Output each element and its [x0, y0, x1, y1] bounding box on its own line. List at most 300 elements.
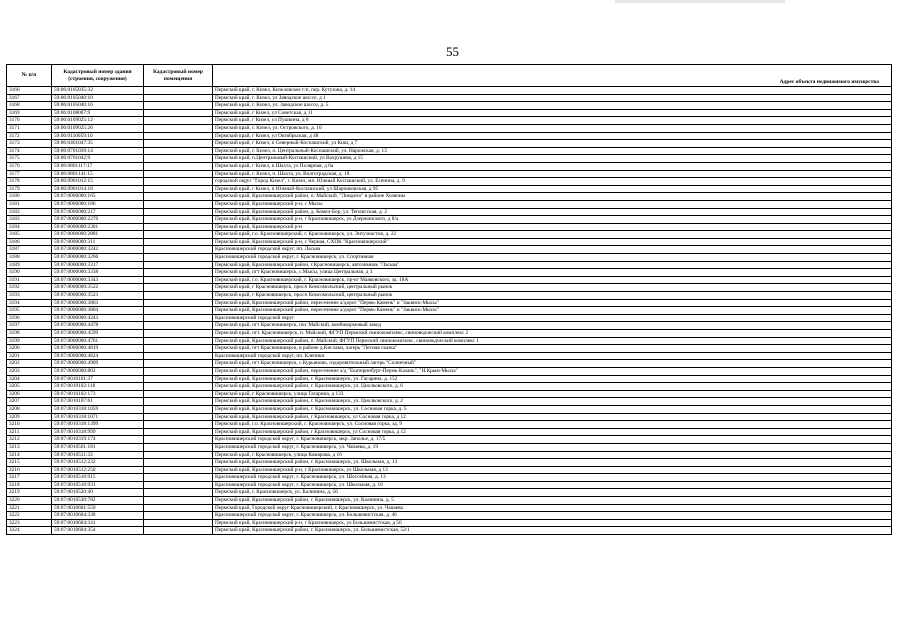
building-cadastral-number: 59:07:0010501:181	[52, 443, 144, 451]
building-cadastral-number: 59:07:0010318:1071	[52, 413, 144, 421]
row-number: 3210	[7, 421, 52, 429]
property-address: Пермский край, Красновишерский р-н, г Красновишерск, ул Большевистская, д 56	[213, 519, 892, 527]
building-cadastral-number: 59:07:0000000:4909	[52, 360, 144, 368]
building-cadastral-number: 59:07:0000000:3803	[52, 299, 144, 307]
row-number: 3205	[7, 383, 52, 391]
property-address: Пермский край, Городской округ Красновишерский, г. Красновишерск, ул. Чапаева	[213, 504, 892, 512]
property-address: Пермский край, г. Кизел, ул. Заводское шоссе, д. 5	[213, 102, 892, 110]
room-cadastral-number	[144, 428, 213, 436]
building-cadastral-number: 59:07:0000000:2276	[52, 216, 144, 224]
building-cadastral-number: 59:07:0000000:4243	[52, 314, 144, 322]
table-row	[7, 504, 892, 512]
row-number: 3219	[7, 489, 52, 497]
table-row	[7, 314, 892, 322]
table-row	[7, 170, 892, 178]
row-number: 3186	[7, 238, 52, 246]
table-row	[7, 299, 892, 307]
property-address: Пермский край, г Красновишерск, просп Комсомольский, центральный рынок	[213, 284, 892, 292]
row-number: 3199	[7, 337, 52, 345]
table-row	[7, 307, 892, 315]
building-cadastral-number: 59:07:0000000:4819	[52, 345, 144, 353]
property-address: Пермский край, г. Кизел, п. Шахта, ул. Волгоградская, д. 18	[213, 170, 892, 178]
property-address: Пермский край, пгт Красновишерск, пос Майский, комбикормовый завод	[213, 322, 892, 330]
room-cadastral-number	[144, 238, 213, 246]
room-cadastral-number	[144, 443, 213, 451]
table-row	[7, 481, 892, 489]
table-row	[7, 367, 892, 375]
property-address: Пермский край, Красновишерский район, д. Комел-Бор, ул. Теплисская, д. 2	[213, 208, 892, 216]
room-cadastral-number	[144, 155, 213, 163]
room-cadastral-number	[144, 436, 213, 444]
room-cadastral-number	[144, 246, 213, 254]
table-row	[7, 117, 892, 125]
row-number: 3208	[7, 405, 52, 413]
table-row	[7, 246, 892, 254]
row-number: 3197	[7, 322, 52, 330]
property-address: Пермский край, Красновишерский район, п. Майский, ФГУП Пермский свинокомплекс, свиноводческий комплекс 1	[213, 337, 892, 345]
property-address: Пермский край, Красновишерский район, г. Красновишерск, ул. Школьная, д. 13	[213, 459, 892, 467]
property-address: Пермский край, г. Кизел, ул Заводское шоссе, д 1	[213, 94, 892, 102]
room-cadastral-number	[144, 330, 213, 338]
building-cadastral-number: 59:07:0000000:3523	[52, 292, 144, 300]
room-cadastral-number	[144, 178, 213, 186]
property-address: Красновишерский городской округ, пп. Клепики	[213, 352, 892, 360]
room-cadastral-number	[144, 481, 213, 489]
row-number: 3216	[7, 466, 52, 474]
table-row	[7, 413, 892, 421]
property-address: Пермский край, Красновишерский район, г. Красновишерск, ул. Циолковского, д. 2	[213, 398, 892, 406]
room-cadastral-number	[144, 117, 213, 125]
room-cadastral-number	[144, 200, 213, 208]
room-cadastral-number	[144, 527, 213, 535]
row-number: 3209	[7, 413, 52, 421]
row-number: 3167	[7, 94, 52, 102]
property-address: Пермский край, г Кизел, ул Советская, д 11	[213, 109, 892, 117]
room-cadastral-number	[144, 276, 213, 284]
table-row	[7, 147, 892, 155]
building-cadastral-number: 59:07:0000000:2881	[52, 231, 144, 239]
room-cadastral-number	[144, 352, 213, 360]
room-cadastral-number	[144, 87, 213, 95]
row-number: 3203	[7, 367, 52, 375]
row-number: 3222	[7, 512, 52, 520]
table-row	[7, 474, 892, 482]
row-number: 3168	[7, 102, 52, 110]
room-cadastral-number	[144, 519, 213, 527]
table-row	[7, 216, 892, 224]
room-cadastral-number	[144, 299, 213, 307]
room-cadastral-number	[144, 497, 213, 505]
property-address: Пермский край, г Красновишерск, улица Комарова, д 16	[213, 451, 892, 459]
property-address: Пермский край, Красновишерский район, г. Красновишерск, ул. Большевистская, 52/1	[213, 527, 892, 535]
room-cadastral-number	[144, 375, 213, 383]
building-cadastral-number: 59:07:0010319:174	[52, 436, 144, 444]
building-cadastral-number: 59:07:0010512:250	[52, 466, 144, 474]
row-number: 3176	[7, 162, 52, 170]
building-cadastral-number: 59:06:0105040:10	[52, 94, 144, 102]
building-cadastral-number: 59:07:0010516:931	[52, 481, 144, 489]
room-cadastral-number	[144, 345, 213, 353]
building-cadastral-number: 59:07:0000000:802	[52, 367, 144, 375]
table-row	[7, 292, 892, 300]
room-cadastral-number	[144, 170, 213, 178]
room-cadastral-number	[144, 314, 213, 322]
building-cadastral-number: 59:07:0000000:2361	[52, 223, 144, 231]
row-number: 3170	[7, 117, 52, 125]
table-row	[7, 428, 892, 436]
property-address: Пермский край, Красновишерский район, г Красновишерск, ул Сосновая горка, д 12	[213, 428, 892, 436]
building-cadastral-number: 59:06:0105040:16	[52, 102, 144, 110]
table-row	[7, 124, 892, 132]
property-address: Пермский край, Красновишерский район, г. Красновишерск, ул. Циолковского, д. 6	[213, 383, 892, 391]
row-number: 3204	[7, 375, 52, 383]
room-cadastral-number	[144, 504, 213, 512]
row-number: 3180	[7, 193, 52, 201]
property-address: Пермский край, Красновишерский район, г.Красновишерск, автозимник "Ласьва"	[213, 261, 892, 269]
property-address: Пермский край, г Кизел, п Северный-Коспашский, ул Киш, д 7	[213, 140, 892, 148]
row-number: 3223	[7, 519, 52, 527]
room-cadastral-number	[144, 390, 213, 398]
table-row	[7, 519, 892, 527]
table-row	[7, 527, 892, 535]
room-cadastral-number	[144, 140, 213, 148]
room-cadastral-number	[144, 284, 213, 292]
row-number: 3173	[7, 140, 52, 148]
room-cadastral-number	[144, 132, 213, 140]
building-cadastral-number: 59:07:0010102:118	[52, 383, 144, 391]
property-address: Пермский край, Красновишерский р-н, г Красновишерск, ул Школьная, д 13	[213, 466, 892, 474]
building-cadastral-number: 59:07:0000000:311	[52, 238, 144, 246]
row-number: 3195	[7, 307, 52, 315]
room-cadastral-number	[144, 102, 213, 110]
row-number: 3213	[7, 443, 52, 451]
room-cadastral-number	[144, 322, 213, 330]
table-row	[7, 405, 892, 413]
row-number: 3196	[7, 314, 52, 322]
table-row	[7, 261, 892, 269]
table-row	[7, 375, 892, 383]
table-row	[7, 185, 892, 193]
table-row	[7, 383, 892, 391]
row-number: 3217	[7, 474, 52, 482]
property-address: Пермский край, Красновишерский район, г. Красновишерск, ул. Гагарина, д. 152	[213, 375, 892, 383]
table-row	[7, 451, 892, 459]
room-cadastral-number	[144, 231, 213, 239]
table-row	[7, 155, 892, 163]
property-address: Пермский край, г.о. Красновишерский, г. Красновишерск, ул. Сосновая горка, зд. 9	[213, 421, 892, 429]
building-cadastral-number: 59:07:0010604:338	[52, 512, 144, 520]
property-address: Красновишерский городской округ, г. Красновишерск, ул. Спортивная	[213, 254, 892, 262]
table-row	[7, 436, 892, 444]
building-cadastral-number: 59:07:0010516:915	[52, 474, 144, 482]
room-cadastral-number	[144, 124, 213, 132]
row-number: 3201	[7, 352, 52, 360]
building-cadastral-number: 59:07:0010102:173	[52, 390, 144, 398]
table-row	[7, 87, 892, 95]
row-number: 3171	[7, 124, 52, 132]
building-cadastral-number: 59:07:0010318:999	[52, 428, 144, 436]
row-number: 3182	[7, 208, 52, 216]
property-address: Пермский край, Красновишерский район, пересечение а/дорог "Пермь-Камень" и "Заьвиск-Мысы"	[213, 307, 892, 315]
room-cadastral-number	[144, 193, 213, 201]
property-address: Пермский край, пгт. Красновишерск, п. Майский, ФГУП Пермский свинокомплекс, свиноводческий комплекс 2	[213, 330, 892, 338]
property-address: Пермский край, пгт Красновишерск, в районе д.Кислаки, лагерь "Лесная сказка"	[213, 345, 892, 353]
table-row	[7, 254, 892, 262]
row-number: 3200	[7, 345, 52, 353]
table-row	[7, 345, 892, 353]
building-cadastral-number: 59:06:0401047:35	[52, 140, 144, 148]
building-cadastral-number: 59:07:0010604:341	[52, 519, 144, 527]
row-number: 3214	[7, 451, 52, 459]
table-row	[7, 337, 892, 345]
row-number: 3179	[7, 185, 52, 193]
row-number: 3221	[7, 504, 52, 512]
property-address: городской округ "Город Кизел", г. Кизел, мп. Южный Коспашский, ул. Есенина, д. 9	[213, 178, 892, 186]
table-row	[7, 360, 892, 368]
room-cadastral-number	[144, 413, 213, 421]
column-header-room-cadastral: Кадастровый номер помещения	[144, 65, 213, 87]
building-cadastral-number: 59:06:0110059:10	[52, 132, 144, 140]
room-cadastral-number	[144, 421, 213, 429]
table-row	[7, 390, 892, 398]
property-address: Пермский край, Красновишерский р-н, г Красновишерск, ул Дзержинского, д 8/а	[213, 216, 892, 224]
row-number: 3212	[7, 436, 52, 444]
property-address: Пермский край, Красновишерский р-н	[213, 223, 892, 231]
room-cadastral-number	[144, 405, 213, 413]
row-number: 3191	[7, 276, 52, 284]
building-cadastral-number: 59:07:0010604:354	[52, 527, 144, 535]
room-cadastral-number	[144, 254, 213, 262]
property-address: Пермский край, г. Кизел, п. Центральный-Коспашский, ул. Нарожская, д. 13	[213, 147, 892, 155]
property-address: Пермский край, г Кизел, ул Октябрьская, д 48	[213, 132, 892, 140]
room-cadastral-number	[144, 337, 213, 345]
row-number: 3224	[7, 527, 52, 535]
table-row	[7, 238, 892, 246]
property-address: Пермский край, пгт Красновишерск, с.Курьяново, оздоровительный лагерь "Солнечный"	[213, 360, 892, 368]
row-number: 3175	[7, 155, 52, 163]
column-header-building-cadastral: Кадастровый номер здания (строения, сооружения)	[52, 65, 144, 87]
building-cadastral-number: 59:07:0000000:165	[52, 193, 144, 201]
building-cadastral-number: 59:06:0701042:9	[52, 155, 144, 163]
property-address: Пермский край, г Кизел, п Южный-Коспашский, ул Шаронковская, д 95	[213, 185, 892, 193]
table-body	[7, 87, 892, 535]
room-cadastral-number	[144, 307, 213, 315]
table-row	[7, 398, 892, 406]
property-address: Пермский край, Красновишерский район, пересечение а/д "Екатеринбург-Пермь-Казань", "Н.Крым-Мысы"	[213, 367, 892, 375]
room-cadastral-number	[144, 474, 213, 482]
column-header-number: № п/п	[7, 65, 52, 87]
row-number: 3172	[7, 132, 52, 140]
building-cadastral-number: 59:07:0000000:3338	[52, 269, 144, 277]
row-number: 3202	[7, 360, 52, 368]
table-row	[7, 421, 892, 429]
table-row	[7, 231, 892, 239]
property-address: Красновишерский городской округ, пп. Ласьва	[213, 246, 892, 254]
row-number: 3192	[7, 284, 52, 292]
room-cadastral-number	[144, 208, 213, 216]
building-cadastral-number: 59:07:0010511:33	[52, 451, 144, 459]
property-address: Пермский край, Красновишерский район, г Красновишерск, ул Сосновая горка, д 12	[213, 413, 892, 421]
row-number: 3207	[7, 398, 52, 406]
building-cadastral-number: 59:06:0109025:26	[52, 124, 144, 132]
building-cadastral-number: 59:07:0000000:3804	[52, 307, 144, 315]
room-cadastral-number	[144, 109, 213, 117]
row-number: 3181	[7, 200, 52, 208]
building-cadastral-number: 59:07:0000000:4478	[52, 322, 144, 330]
building-cadastral-number: 59:07:0000000:3266	[52, 254, 144, 262]
table-row	[7, 284, 892, 292]
building-cadastral-number: 59:06:0105035:32	[52, 87, 144, 95]
room-cadastral-number	[144, 360, 213, 368]
building-cadastral-number: 59:07:0010107:61	[52, 398, 144, 406]
building-cadastral-number: 59:07:0000000:3343	[52, 276, 144, 284]
table-row	[7, 512, 892, 520]
property-address: Красновишерский городской округ, г. Красновишерск, ул. Большевистская, д. 46	[213, 512, 892, 520]
row-number: 3198	[7, 330, 52, 338]
table-row	[7, 489, 892, 497]
property-address: Пермский край, г Красновишерск, улица Гагарина, д 133	[213, 390, 892, 398]
column-header-address: Адрес объекта недвижимого имущества	[213, 65, 892, 87]
property-address: Пермский край, г. Красновишерск, ул. Калинина, д. 56	[213, 489, 892, 497]
property-address: Пермский край, Красновишерский район, пересечение а/дорог "Пермь-Камень" и "Заьвиск-Мысы"	[213, 299, 892, 307]
property-register-table	[6, 64, 892, 535]
table-row	[7, 497, 892, 505]
row-number: 3174	[7, 147, 52, 155]
table-row	[7, 443, 892, 451]
room-cadastral-number	[144, 185, 213, 193]
row-number: 3178	[7, 178, 52, 186]
row-number: 3189	[7, 261, 52, 269]
building-cadastral-number: 59:07:0000000:217	[52, 208, 144, 216]
row-number: 3220	[7, 497, 52, 505]
room-cadastral-number	[144, 367, 213, 375]
table-row	[7, 330, 892, 338]
room-cadastral-number	[144, 94, 213, 102]
table-row	[7, 140, 892, 148]
building-cadastral-number: 59:07:0000000:4761	[52, 337, 144, 345]
row-number: 3184	[7, 223, 52, 231]
building-cadastral-number: 59:07:0000000:186	[52, 200, 144, 208]
row-number: 3215	[7, 459, 52, 467]
row-number: 3193	[7, 292, 52, 300]
property-address: Пермский край, г Красновишерск, просп Комсомольский, центральный рынок	[213, 292, 892, 300]
table-row	[7, 459, 892, 467]
property-address: Пермский край, Красновишерский р-н, с Черная, СХПК "Красновишерский"	[213, 238, 892, 246]
building-cadastral-number: 59:07:0000000:4824	[52, 352, 144, 360]
table-header-row	[7, 65, 892, 87]
property-address: Пермский край, Красновишерский район, п. Майский, "Ломдело" в районе Хозяоны	[213, 193, 892, 201]
room-cadastral-number	[144, 451, 213, 459]
building-cadastral-number: 59:07:0010601:559	[52, 504, 144, 512]
row-number: 3194	[7, 299, 52, 307]
building-cadastral-number: 59:07:0010101:37	[52, 375, 144, 383]
table-row	[7, 466, 892, 474]
property-address: Пермский край, Красновишерский р-н, с Мысы	[213, 200, 892, 208]
building-cadastral-number: 59:06:0701039:14	[52, 147, 144, 155]
building-cadastral-number: 59:07:0000000:4599	[52, 330, 144, 338]
property-address: Пермский край, Красновишерский район, г. Красновишерск, ул. Калинина, д. 5	[213, 497, 892, 505]
scan-artifact	[615, 0, 785, 3]
row-number: 3211	[7, 428, 52, 436]
property-address: Пермский край, пгт Красновишерск, с.Мысы, улица Центральная, д 3	[213, 269, 892, 277]
row-number: 3187	[7, 246, 52, 254]
building-cadastral-number: 59:07:0010512:232	[52, 459, 144, 467]
room-cadastral-number	[144, 162, 213, 170]
building-cadastral-number: 59:07:0000000:3317	[52, 261, 144, 269]
property-address: Красновишерский городской округ	[213, 314, 892, 322]
room-cadastral-number	[144, 398, 213, 406]
table-row	[7, 109, 892, 117]
row-number: 3177	[7, 170, 52, 178]
building-cadastral-number: 59:07:0010530:782	[52, 497, 144, 505]
property-address: Красновишерский городской округ, г. Красновишерск, ул. Школьная, д. 16	[213, 481, 892, 489]
table-row	[7, 223, 892, 231]
room-cadastral-number	[144, 466, 213, 474]
table-row	[7, 276, 892, 284]
room-cadastral-number	[144, 512, 213, 520]
table-row	[7, 94, 892, 102]
table-row	[7, 102, 892, 110]
building-cadastral-number: 59:07:0000000:3242	[52, 246, 144, 254]
room-cadastral-number	[144, 216, 213, 224]
row-number: 3169	[7, 109, 52, 117]
row-number: 3183	[7, 216, 52, 224]
page-number: 55	[446, 44, 459, 59]
room-cadastral-number	[144, 489, 213, 497]
row-number: 3188	[7, 254, 52, 262]
property-address: Красновишерский городской округ, г. Красновишерск, ул. Чапаева, д. 19	[213, 443, 892, 451]
property-address: Пермский край, г Кизел, ул Пушкина, д 8	[213, 117, 892, 125]
building-cadastral-number: 59:06:0108007:9	[52, 109, 144, 117]
room-cadastral-number	[144, 459, 213, 467]
table-row	[7, 193, 892, 201]
table-row	[7, 352, 892, 360]
room-cadastral-number	[144, 223, 213, 231]
table-row	[7, 200, 892, 208]
building-cadastral-number: 59:07:0010318:1399	[52, 421, 144, 429]
property-address: Красновишерский городской округ, г. Красновишерск, мкр. Заполье, д. 17/5	[213, 436, 892, 444]
building-cadastral-number: 59:07:0010318:1059	[52, 405, 144, 413]
room-cadastral-number	[144, 261, 213, 269]
room-cadastral-number	[144, 383, 213, 391]
table-row	[7, 322, 892, 330]
building-cadastral-number: 59:06:0801117:17	[52, 162, 144, 170]
room-cadastral-number	[144, 147, 213, 155]
property-address: Красновишерский городской округ, г. Красновишерск, ул. Шоссейная, д. 13	[213, 474, 892, 482]
table-row	[7, 178, 892, 186]
building-cadastral-number: 59:06:0901012:15	[52, 178, 144, 186]
property-address: Пермский край, г Кизел, п Шахта, ул Полярная, д 6а	[213, 162, 892, 170]
table-row	[7, 269, 892, 277]
row-number: 3166	[7, 87, 52, 95]
row-number: 3190	[7, 269, 52, 277]
room-cadastral-number	[144, 269, 213, 277]
property-address: Пермский край, п.Центральный-Коспашский, ул Вахрушева, д 15	[213, 155, 892, 163]
property-address: Пермский край, г.о. Красновишерский, г. Красновишерск, ул. Энтузиастов, д. 22	[213, 231, 892, 239]
row-number: 3185	[7, 231, 52, 239]
room-cadastral-number	[144, 292, 213, 300]
building-cadastral-number: 59:06:0109025:12	[52, 117, 144, 125]
row-number: 3206	[7, 390, 52, 398]
row-number: 3218	[7, 481, 52, 489]
property-address: Пермский край, г.о. Красновишерский, г. Красновишерск, пр-кт Маяковского, зд. 18А	[213, 276, 892, 284]
building-cadastral-number: 59:06:0801141:15	[52, 170, 144, 178]
table-row	[7, 162, 892, 170]
building-cadastral-number: 59:07:0000000:3522	[52, 284, 144, 292]
table-row	[7, 208, 892, 216]
table-row	[7, 132, 892, 140]
building-cadastral-number: 59:07:0010520:40	[52, 489, 144, 497]
